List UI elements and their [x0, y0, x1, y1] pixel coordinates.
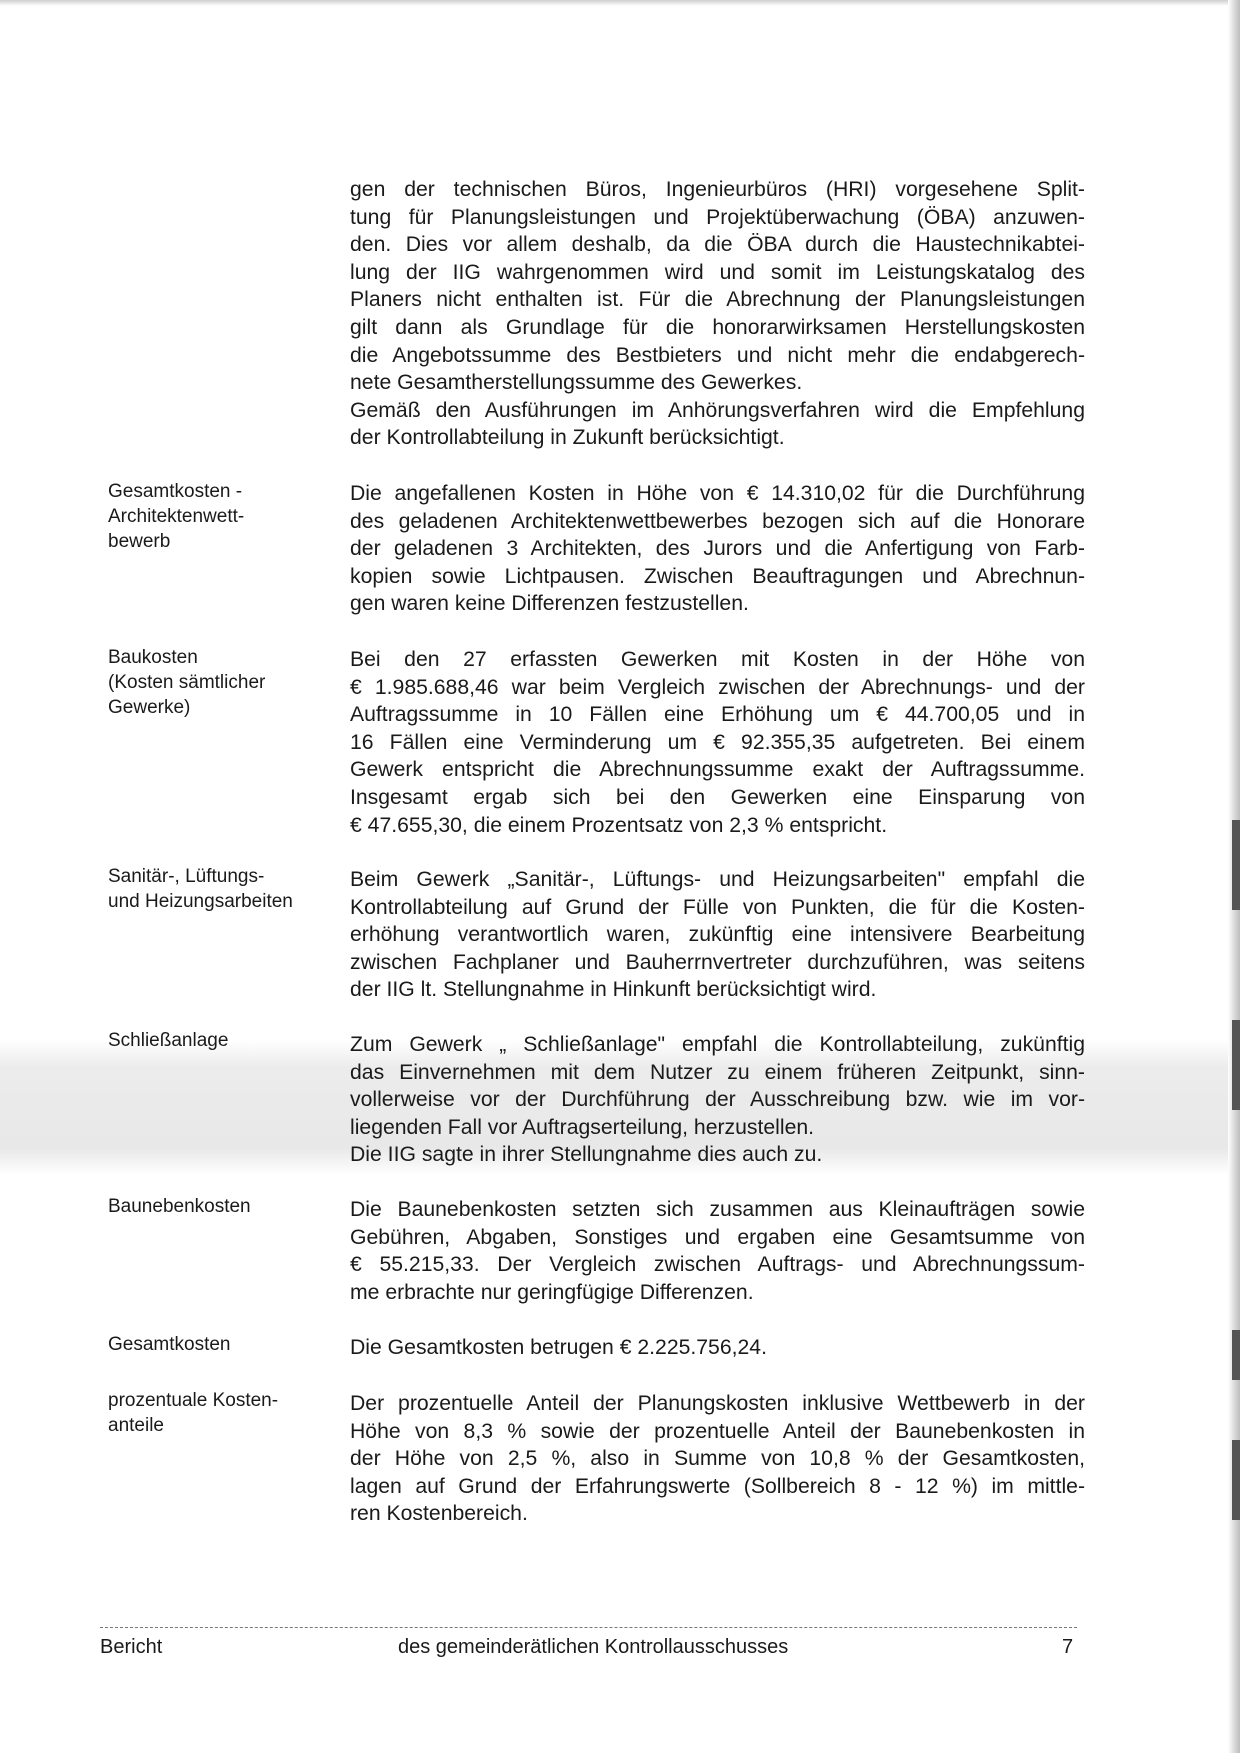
paragraph-line: 16 Fällen eine Verminderung um € 92.355,35 aufgetreten. Bei einem [350, 730, 1085, 754]
paragraph-line: ren Kostenbereich. [350, 1502, 528, 1526]
paragraph-line: zwischen Fachplaner und Bauherrnvertreter durchzuführen, was seitens [350, 950, 1085, 974]
section-label [108, 1332, 318, 1357]
paragraph-line: Insgesamt ergab sich bei den Gewerken eine Einsparung von [350, 785, 1085, 809]
paragraph-line: der geladenen 3 Architekten, des Jurors und die Anfertigung von Farb- [350, 537, 1085, 561]
paragraph-line: gilt dann als Grundlage für die honorarwirksamen Herstellungskosten [350, 315, 1085, 339]
section-label [108, 1194, 318, 1219]
section-paragraph [350, 1334, 1085, 1362]
section-label-line: Gesamtkosten - [108, 481, 243, 502]
paragraph-line: Kontrollabteilung auf Grund der Fülle von Punkten, die für die Kosten- [350, 895, 1085, 919]
paragraph-line: der IIG lt. Stellungnahme in Hinkunft berücksichtigt wird. [350, 978, 877, 1002]
section-label-line: (Kosten sämtlicher [108, 672, 266, 693]
section-paragraph [350, 646, 1085, 839]
paragraph-line: Gemäß den Ausführungen im Anhörungsverfahren wird die Empfehlung [350, 398, 1085, 422]
section-label-line: Architektenwett- [108, 506, 245, 527]
section-label-line: Gesamtkosten [108, 1334, 231, 1355]
paragraph-line: erhöhung verantwortlich waren, zukünftig eine intensivere Bearbeitung [350, 923, 1085, 947]
paragraph-line: Gewerk entspricht die Abrechnungssumme exakt der Auftragssumme. [350, 758, 1085, 782]
section-paragraph [350, 1031, 1085, 1169]
paragraph-line: Bei den 27 erfassten Gewerken mit Kosten in der Höhe von [350, 648, 1085, 671]
section-label-line: Schließanlage [108, 1030, 229, 1051]
section-label-line: bewerb [108, 531, 171, 552]
paragraph-line: Die angefallenen Kosten in Höhe von € 14.310,02 für die Durchführung [350, 482, 1085, 505]
paragraph-line: € 1.985.688,46 war beim Vergleich zwischen der Abrechnungs- und der [350, 675, 1085, 699]
paragraph-line: die Angebotssumme des Bestbieters und nicht mehr die endabgerech- [350, 343, 1085, 367]
paragraph-line: Die Baunebenkosten setzten sich zusammen aus Kleinaufträgen sowie [350, 1198, 1085, 1221]
paragraph-line: gen der technischen Büros, Ingenieurbüros (HRI) vorgesehene Split- [350, 178, 1085, 201]
section-label [108, 864, 318, 914]
section-label [108, 479, 318, 554]
section-label-line: Gewerke) [108, 697, 191, 718]
paragraph-line: Auftragssumme in 10 Fällen eine Erhöhung um € 44.700,05 und in [350, 703, 1085, 727]
section-label-line: Baunebenkosten [108, 1196, 251, 1217]
scan-edge-mark [1232, 1020, 1240, 1110]
section-label-line: prozentuale Kosten- [108, 1390, 279, 1411]
paragraph-line: gen waren keine Differenzen festzustellen. [350, 592, 749, 616]
paragraph-line: Planers nicht enthalten ist. Für die Abrechnung der Planungsleistungen [350, 288, 1085, 312]
paragraph-line: des geladenen Architektenwettbewerbes bezogen sich auf die Honorare [350, 509, 1085, 533]
page-number: 7 [1062, 1636, 1074, 1658]
footer-divider [100, 1627, 1077, 1628]
scan-edge-mark [1232, 1440, 1240, 1520]
paragraph-line: Der prozentuelle Anteil der Planungskosten inklusive Wettbewerb in der [350, 1392, 1085, 1415]
paragraph-line: Gebühren, Abgaben, Sonstiges und ergaben eine Gesamtsumme von [350, 1225, 1085, 1249]
scan-edge-mark [1232, 1330, 1240, 1380]
paragraph-line: lagen auf Grund der Erfahrungswerte (Sollbereich 8 - 12 %) im mittle- [350, 1474, 1085, 1498]
paragraph-line: nete Gesamtherstellungssumme des Gewerkes. [350, 371, 803, 395]
paragraph-line: Die IIG sagte in ihrer Stellungnahme dies auch zu. [350, 1143, 823, 1167]
section-label-line: anteile [108, 1415, 164, 1436]
section-label [108, 645, 318, 720]
paragraph-line: € 47.655,30, die einem Prozentsatz von 2,3 % entspricht. [350, 813, 888, 837]
section-paragraph [350, 480, 1085, 618]
paragraph-line: der Höhe von 2,5 %, also in Summe von 10,8 % der Gesamtkosten, [350, 1447, 1085, 1471]
paragraph-line: Höhe von 8,3 % sowie der prozentuelle Anteil der Baunebenkosten in [350, 1419, 1085, 1443]
paragraph-line: me erbrachte nur geringfügige Differenzen. [350, 1280, 754, 1304]
paragraph-line: Die Gesamtkosten betrugen € 2.225.756,24. [350, 1336, 767, 1359]
paragraph-line: den. Dies vor allem deshalb, da die ÖBA durch die Haustechnikabtei- [350, 233, 1085, 257]
paragraph-line: Beim Gewerk „Sanitär-, Lüftungs- und Heizungsarbeiten" empfahl die [350, 868, 1085, 891]
section-paragraph [350, 176, 1085, 452]
section-label [108, 1028, 318, 1053]
section-label-line: Baukosten [108, 647, 198, 668]
section-paragraph [350, 1196, 1085, 1306]
section-label-line: und Heizungsarbeiten [108, 891, 293, 912]
paragraph-line: der Kontrollabteilung in Zukunft berücksichtigt. [350, 426, 785, 450]
scan-top-edge [0, 0, 1240, 6]
section-label-line: Sanitär-, Lüftungs- [108, 866, 265, 887]
paragraph-line: Zum Gewerk „ Schließanlage" empfahl die Kontrollabteilung, zukünftig [350, 1033, 1085, 1056]
footer-left: Bericht [100, 1636, 163, 1658]
paragraph-line: kopien sowie Lichtpausen. Zwischen Beauftragungen und Abrechnun- [350, 564, 1085, 588]
paragraph-line: lung der IIG wahrgenommen wird und somit im Leistungskatalog des [350, 260, 1085, 284]
paragraph-line: liegenden Fall vor Auftragserteilung, herzustellen. [350, 1115, 815, 1139]
section-label [108, 1388, 318, 1438]
paragraph-line: vollerweise vor der Durchführung der Ausschreibung bzw. wie im vor- [350, 1088, 1085, 1112]
paragraph-line: das Einvernehmen mit dem Nutzer zu einem früheren Zeitpunkt, sinn- [350, 1060, 1085, 1084]
paragraph-line: € 55.215,33. Der Vergleich zwischen Auftrags- und Abrechnungssum- [350, 1253, 1085, 1277]
footer-title: des gemeinderätlichen Kontrollausschusses [398, 1636, 789, 1658]
section-paragraph [350, 866, 1085, 1004]
paragraph-line: tung für Planungsleistungen und Projektüberwachung (ÖBA) anzuwen- [350, 205, 1085, 229]
scan-edge-mark [1232, 820, 1240, 910]
section-paragraph [350, 1390, 1085, 1528]
